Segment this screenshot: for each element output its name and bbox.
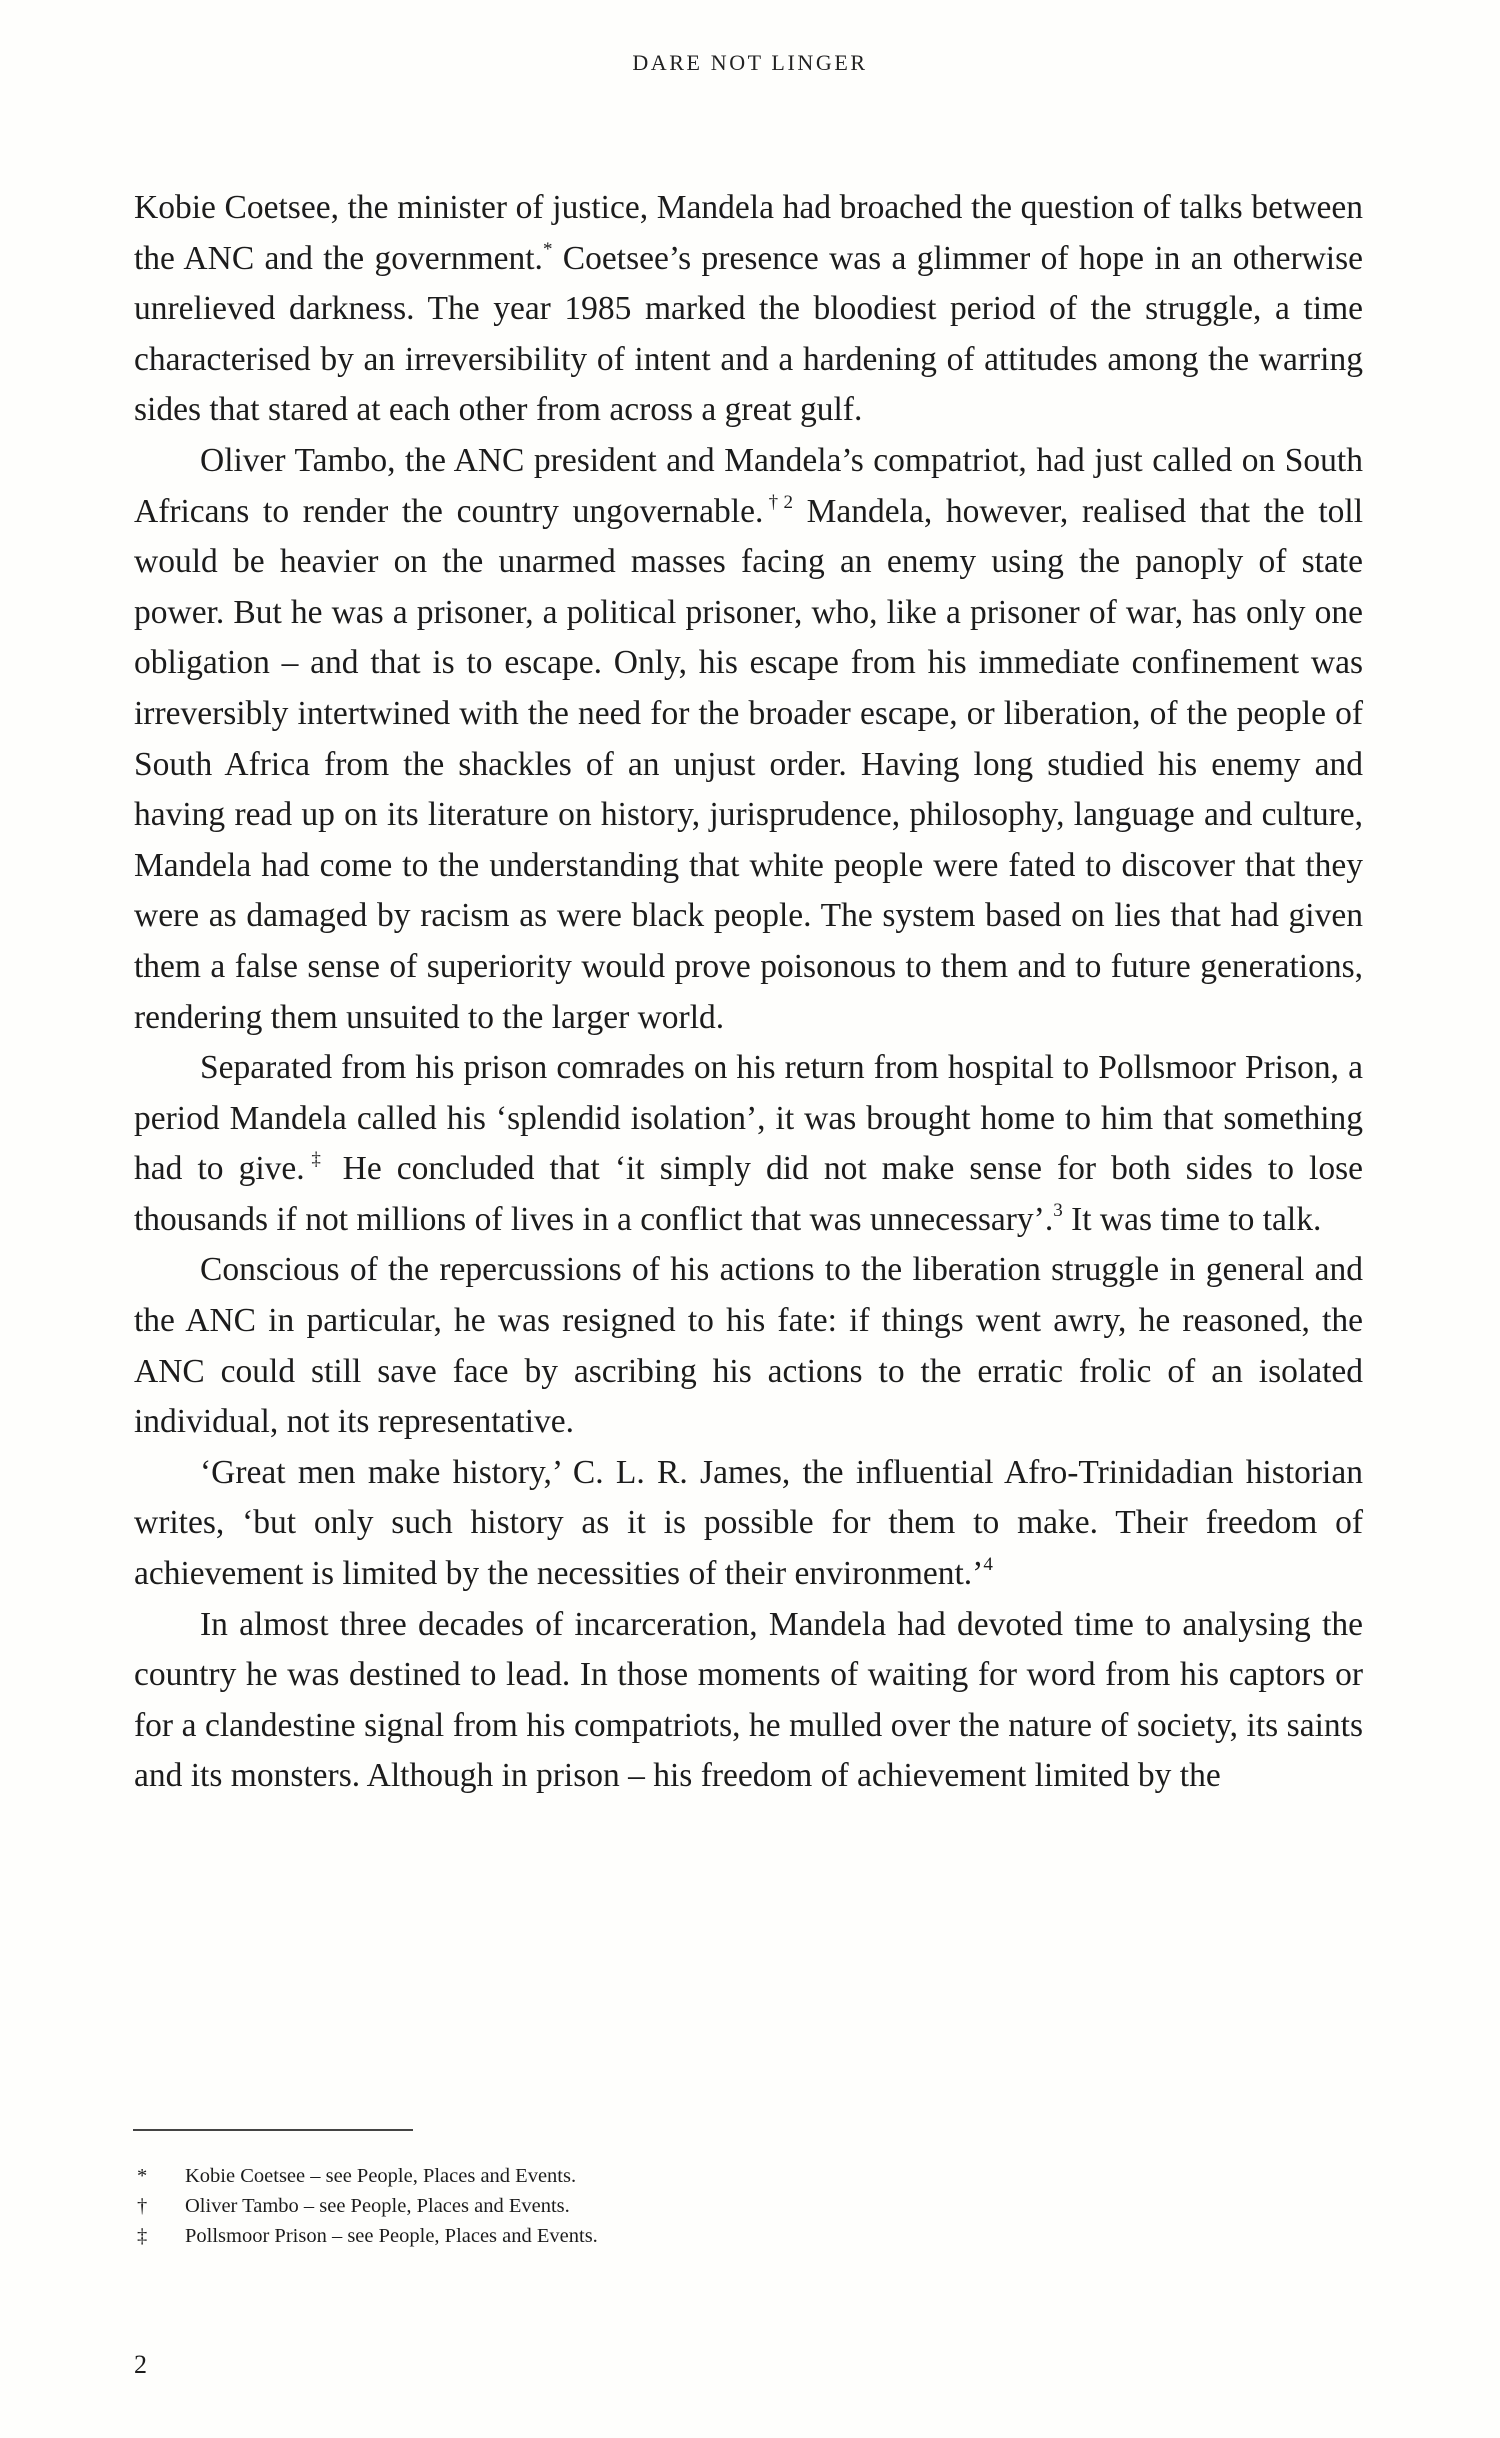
footnote-text: Oliver Tambo – see People, Places and Events.: [185, 2195, 570, 2217]
footnote-reference: ‡: [304, 1149, 328, 1171]
footnote-text: Pollsmoor Prison – see People, Places and Events.: [185, 2225, 598, 2247]
body-text: [134, 183, 1363, 1802]
footnote-1: [133, 2161, 1233, 2191]
footnote-marker: †: [137, 2195, 148, 2217]
footnote-marker: *: [137, 2165, 148, 2187]
footnotes: [133, 2161, 1233, 2251]
paragraph-5: ‘Great men make history,’ C. L. R. James, the influential Afro-Trinidadian historian writes, ‘but only such history as it is possible for them to make. Their freedom of achievement is limited by the necessities of their environment.’$^4$: [134, 1453, 1363, 1593]
footnote-reference: 4: [983, 1554, 993, 1576]
footnote-text: Kobie Coetsee – see People, Places and Events.: [185, 2165, 577, 2187]
footnote-reference: *: [542, 238, 553, 260]
footnote-divider: [133, 2129, 413, 2131]
running-head: DARE NOT LINGER: [632, 50, 868, 75]
footnote-marker: ‡: [137, 2225, 148, 2247]
paragraph-2: Oliver Tambo, the ANC president and Mandela’s compatriot, had just called on South Africans to render the country ungovernable.$^{\dagger 2}$ Mandela, however, realised that the toll would be heavier on the unarmed masses facing an enemy using the panoply of state power. But he was a prisoner, a political prisoner, who, like a prisoner of war, has only one obligation – and that is to escape. Only, his escape from his immediate confinement was irreversibly intertwined with the need for the broader escape, or liberation, of the people of South Africa from the shackles of an unjust order. Having long studied his enemy and having read up on its literature on history, jurisprudence, philosophy, language and culture, Mandela had come to the understanding that white people were fated to discover that they were as damaged by racism as were black people. The system based on lies that had given them a false sense of superiority would prove poisonous to them and to future generations, rendering them unsuited to the larger world.: [134, 441, 1363, 1036]
paragraph-6: In almost three decades of incarceration, Mandela had devoted time to analysing the country he was destined to lead. In those moments of waiting for word from his captors or for a clandestine signal from his compatriots, he mulled over the nature of society, its saints and its monsters. Although in prison – his freedom of achievement limited by the: [134, 1605, 1363, 1795]
paragraph-3: Separated from his prison comrades on his return from hospital to Pollsmoor Prison, a period Mandela called his ‘splendid isolation’, it was brought home to him that something had to give.‡ He concluded that ‘it simply did not make sense for both sides to lose thousands if not millions of lives in a conflict that was unnecessary’.$^3$ It was time to talk.: [134, 1049, 1363, 1238]
footnote-2: [133, 2191, 1233, 2221]
footnote-reference: †2: [763, 491, 793, 513]
paragraph-4: Conscious of the repercussions of his actions to the liberation struggle in general and the ANC in particular, he was resigned to his fate: if things went awry, he reasoned, the ANC could still save face by ascribing his actions to the erratic frolic of an isolated individual, not its representative.: [134, 1251, 1363, 1441]
paragraph-1: Kobie Coetsee, the minister of justice, Mandela had broached the question of talks between the ANC and the government.* Coetsee’s presence was a glimmer of hope in an otherwise unrelieved darkness. The year 1985 marked the bloodiest period of the struggle, a time characterised by an irreversibility of intent and a hardening of attitudes among the warring sides that stared at each other from across a great gulf.: [134, 189, 1363, 429]
footnote-reference: 3: [1053, 1199, 1063, 1221]
page-number: 2: [134, 2350, 147, 2379]
footnote-3: [133, 2221, 1233, 2251]
